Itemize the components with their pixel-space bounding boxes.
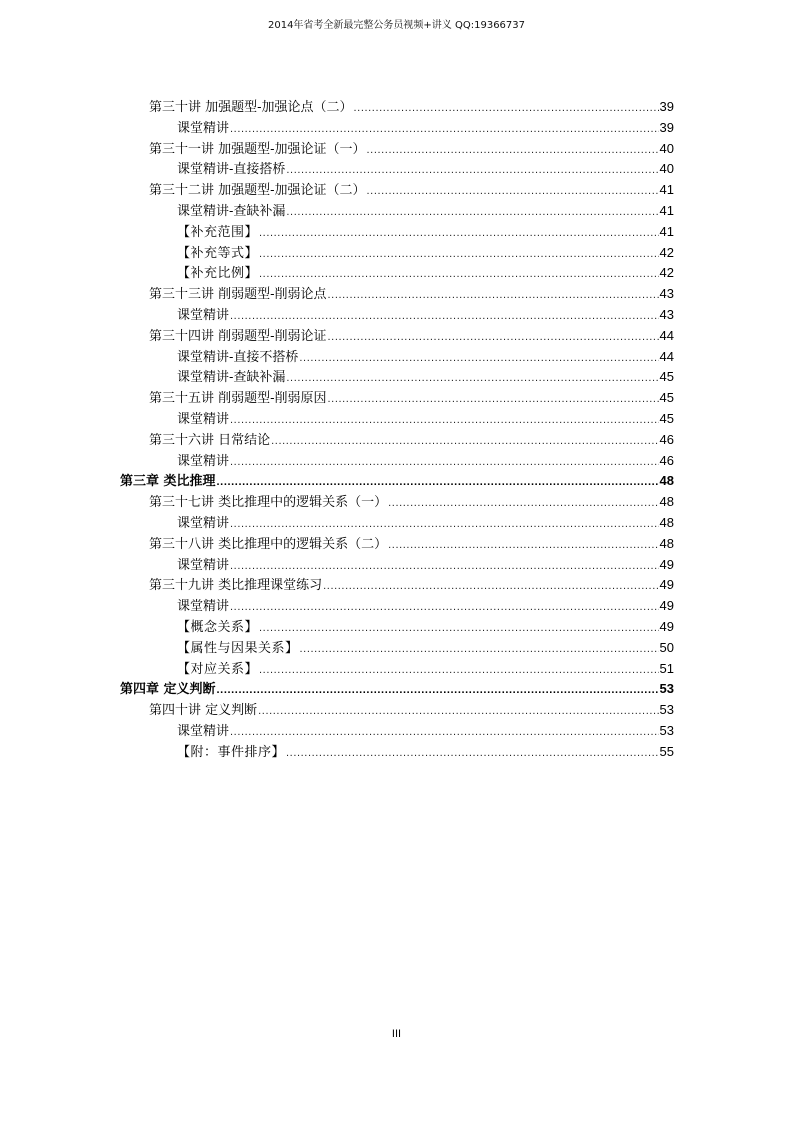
dot-leader [230,556,659,577]
toc-entry-title: 课堂精讲 [177,723,230,739]
toc-entry-page: 40 [659,140,674,156]
toc-entry-page: 41 [659,182,674,198]
toc-entry[interactable] [120,617,674,638]
toc-entry[interactable] [120,180,674,201]
toc-entry-page: 49 [659,598,674,614]
toc-entry-page: 50 [659,639,674,655]
toc-entry-title: 课堂精讲 [177,120,230,136]
toc-entry[interactable] [120,139,674,160]
toc-entry-page: 48 [659,535,674,551]
toc-entry-title: 【补充等式】 [177,245,259,261]
dot-leader [217,472,659,493]
toc-entry-title: 课堂精讲 [177,557,230,573]
toc-entry-page: 44 [659,327,674,343]
toc-entry-page: 44 [659,348,674,364]
toc-entry[interactable] [120,659,674,680]
toc-chapter-title: 第四章 定义判断 [120,682,216,698]
toc-entry[interactable] [120,555,674,576]
toc-entry[interactable] [120,721,674,742]
toc-entry-title: 课堂精讲-查缺补漏 [177,370,286,386]
toc-entry[interactable] [120,159,674,180]
toc-entry-title: 【补充范围】 [177,224,259,240]
table-of-contents [120,97,674,763]
toc-entry[interactable] [120,284,674,305]
dot-leader [328,389,659,410]
toc-entry[interactable] [120,409,674,430]
toc-entry-title: 第三十二讲 加强题型-加强论证（二） [149,183,366,199]
toc-entry-title: 课堂精讲-直接搭桥 [177,162,286,178]
toc-entry[interactable] [120,305,674,326]
toc-entry-title: 第三十五讲 削弱题型-削弱原因 [149,391,327,407]
toc-entry-page: 46 [659,431,674,447]
toc-entry-page: 49 [659,618,674,634]
toc-entry-title: 课堂精讲 [177,307,230,323]
toc-chapter-title: 第三章 类比推理 [120,474,216,490]
toc-entry-page: 45 [659,410,674,426]
toc-entry-title: 课堂精讲 [177,411,230,427]
toc-entry[interactable] [120,513,674,534]
toc-entry[interactable] [120,243,674,264]
toc-entry-page: 41 [659,223,674,239]
toc-entry[interactable] [120,492,674,513]
toc-entry[interactable] [120,575,674,596]
dot-leader [230,119,659,140]
dot-leader [217,680,659,701]
toc-entry[interactable] [120,347,674,368]
toc-entry[interactable] [120,700,674,721]
toc-entry[interactable] [120,638,674,659]
toc-entry[interactable] [120,534,674,555]
dot-leader [259,660,659,681]
dot-leader [299,348,658,369]
dot-leader [323,576,658,597]
toc-entry-page: 53 [659,722,674,738]
toc-entry[interactable] [120,222,674,243]
toc-entry-page: 49 [659,577,674,593]
toc-entry-page: 48 [659,514,674,530]
toc-entry-title: 第三十讲 加强题型-加强论点（二） [149,100,353,115]
toc-entry-title: 第三十六讲 日常结论 [149,432,271,448]
toc-entry-title: 【概念关系】 [177,619,259,635]
toc-entry-title: 第三十八讲 类比推理中的逻辑关系（二） [149,536,388,552]
toc-entry-page: 41 [659,202,674,218]
toc-entry-page: 53 [659,702,674,718]
dot-leader [259,223,659,244]
dot-leader [354,98,659,119]
toc-entry[interactable] [120,263,674,284]
dot-leader [230,306,659,327]
toc-entry-title: 第三十九讲 类比推理课堂练习 [149,578,323,594]
toc-entry-title: 【对应关系】 [177,661,259,677]
toc-entry[interactable] [120,388,674,409]
dot-leader [259,244,659,265]
dot-leader [230,410,659,431]
dot-leader [286,160,658,181]
toc-entry-page: 49 [659,556,674,572]
toc-entry-page: 45 [659,390,674,406]
toc-entry[interactable] [120,451,674,472]
toc-entry[interactable] [120,326,674,347]
toc-entry-title: 【附：事件排序】 [177,744,286,760]
dot-leader [286,743,659,764]
toc-chapter-page: 53 [659,681,674,697]
dot-leader [367,181,659,202]
toc-entry-page: 40 [659,161,674,177]
toc-entry-title: 第三十七讲 类比推理中的逻辑关系（一） [149,495,388,511]
toc-chapter-page: 48 [659,473,674,489]
toc-entry-title: 课堂精讲-查缺补漏 [177,203,286,219]
dot-leader [259,618,659,639]
toc-entry-page: 43 [659,306,674,322]
dot-leader [271,431,658,452]
dot-leader [230,722,659,743]
dot-leader [286,368,658,389]
dot-leader [367,140,659,161]
toc-entry-page: 45 [659,369,674,385]
toc-entry-title: 课堂精讲-直接不搭桥 [177,349,299,365]
toc-entry-page: 39 [659,99,674,114]
dot-leader [258,701,658,722]
toc-entry[interactable] [120,596,674,617]
toc-entry-title: 第三十三讲 削弱题型-削弱论点 [149,287,327,303]
toc-entry[interactable] [120,118,674,139]
toc-entry-title: 【补充比例】 [177,266,259,282]
toc-chapter[interactable] [120,679,674,700]
dot-leader [259,264,659,285]
toc-entry[interactable] [120,201,674,222]
toc-entry-page: 39 [659,119,674,135]
dot-leader [300,639,659,660]
toc-entry-title: 课堂精讲 [177,599,230,615]
toc-chapter[interactable] [120,471,674,492]
toc-entry[interactable] [120,97,674,118]
toc-entry[interactable] [120,742,674,763]
dot-leader [230,597,659,618]
dot-leader [328,285,659,306]
page-number: III [391,1028,402,1040]
toc-entry-page: 43 [659,286,674,302]
toc-entry-page: 51 [659,660,674,676]
dot-leader [230,452,659,473]
toc-entry-title: 第三十一讲 加强题型-加强论证（一） [149,141,366,157]
toc-entry-title: 第三十四讲 削弱题型-削弱论证 [149,328,327,344]
toc-entry-page: 48 [659,494,674,510]
toc-entry-page: 46 [659,452,674,468]
dot-leader [328,327,659,348]
toc-entry[interactable] [120,430,674,451]
toc-entry-title: 第四十讲 定义判断 [149,703,258,719]
toc-entry-title: 课堂精讲 [177,515,230,531]
dot-leader [388,493,658,514]
toc-entry[interactable] [120,367,674,388]
toc-entry-page: 55 [659,743,674,759]
toc-entry-page: 42 [659,265,674,281]
page-header: 2014年省考全新最完整公务员视频+讲义 QQ:19366737 [267,20,526,31]
dot-leader [388,535,658,556]
dot-leader [230,514,659,535]
toc-entry-page: 42 [659,244,674,260]
toc-entry-title: 课堂精讲 [177,453,230,469]
toc-entry-title: 【属性与因果关系】 [177,640,299,656]
dot-leader [286,202,658,223]
